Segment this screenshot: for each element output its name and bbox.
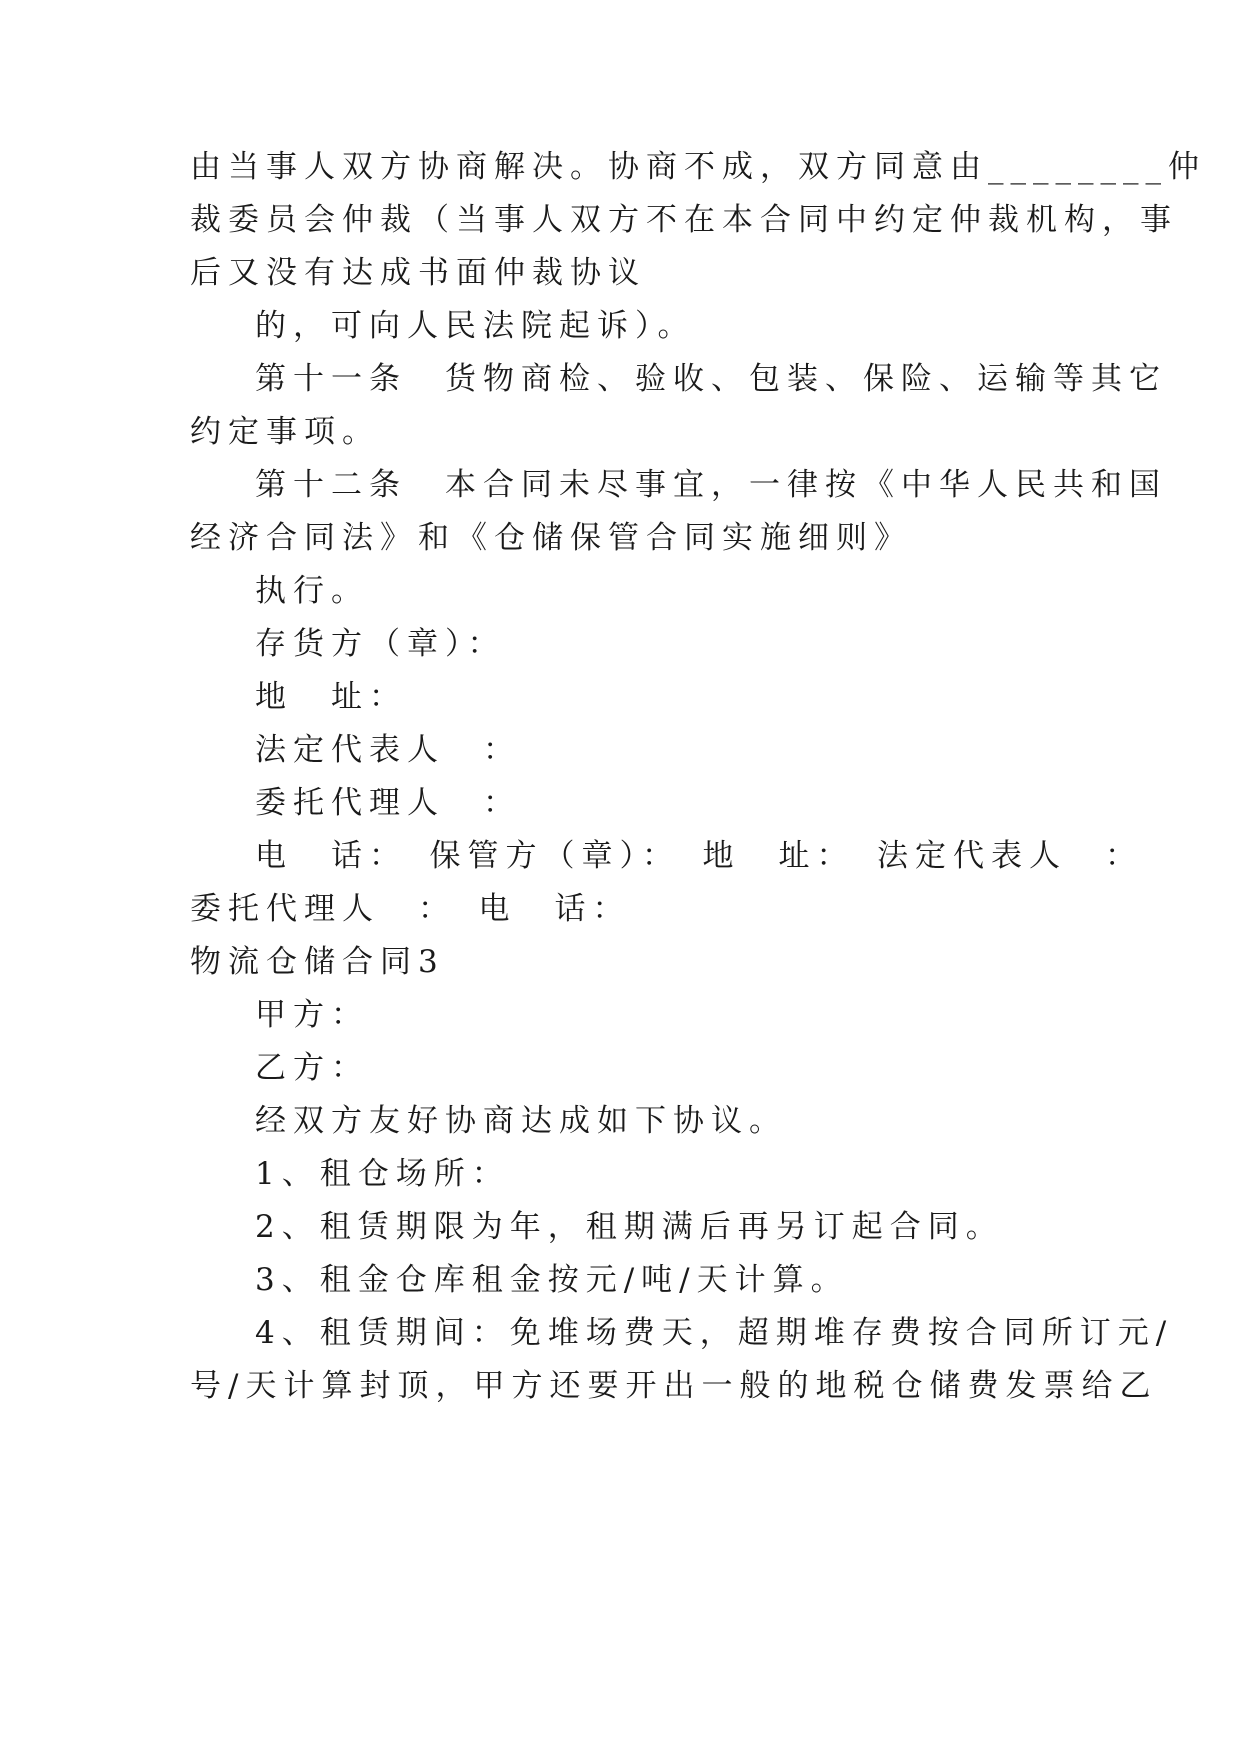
text-line: 电 话： 保管方（章）： 地 址： 法定代表人 ： [255, 838, 1143, 874]
text-line: 约定事项。 [190, 414, 380, 450]
text-line: 地 址： [255, 679, 407, 715]
text-line: 委托代理人 ： 电 话： [190, 891, 631, 927]
text-line: 1、租仓场所： [255, 1156, 510, 1192]
text-line: 法定代表人 ： [255, 732, 521, 768]
text-line: 第十一条 货物商检、验收、包装、保险、运输等其它 [255, 361, 1167, 397]
text-line: 经济合同法》和《仓储保管合同实施细则》 [190, 520, 912, 556]
text-line: 的，可向人民法院起诉）。 [255, 308, 696, 344]
text-line: 3、租金仓库租金按元/吨/天计算。 [255, 1262, 849, 1298]
text-line: 由当事人双方协商解决。协商不成，双方同意由________仲 [190, 149, 1206, 185]
text-line: 第十二条 本合同未尽事宜，一律按《中华人民共和国 [255, 467, 1167, 503]
text-line: 存货方（章）： [255, 626, 506, 662]
text-line: 2、租赁期限为年，租期满后再另订起合同。 [255, 1209, 1004, 1245]
text-line: 号/天计算封顶，甲方还要开出一般的地税仓储费发票给乙 [190, 1368, 1158, 1404]
text-line: 乙方： [255, 1050, 369, 1086]
text-line: 后又没有达成书面仲裁协议 [190, 255, 646, 291]
text-line: 委托代理人 ： [255, 785, 521, 821]
text-line: 经双方友好协商达成如下协议。 [255, 1103, 787, 1139]
text-line: 执行。 [255, 573, 369, 609]
text-line: 4、租赁期间：免堆场费天，超期堆存费按合同所订元/ [255, 1315, 1174, 1351]
section-heading: 物流仓储合同3 [190, 944, 445, 980]
text-line: 甲方： [255, 997, 369, 1033]
text-line: 裁委员会仲裁（当事人双方不在本合同中约定仲裁机构，事 [190, 202, 1178, 238]
